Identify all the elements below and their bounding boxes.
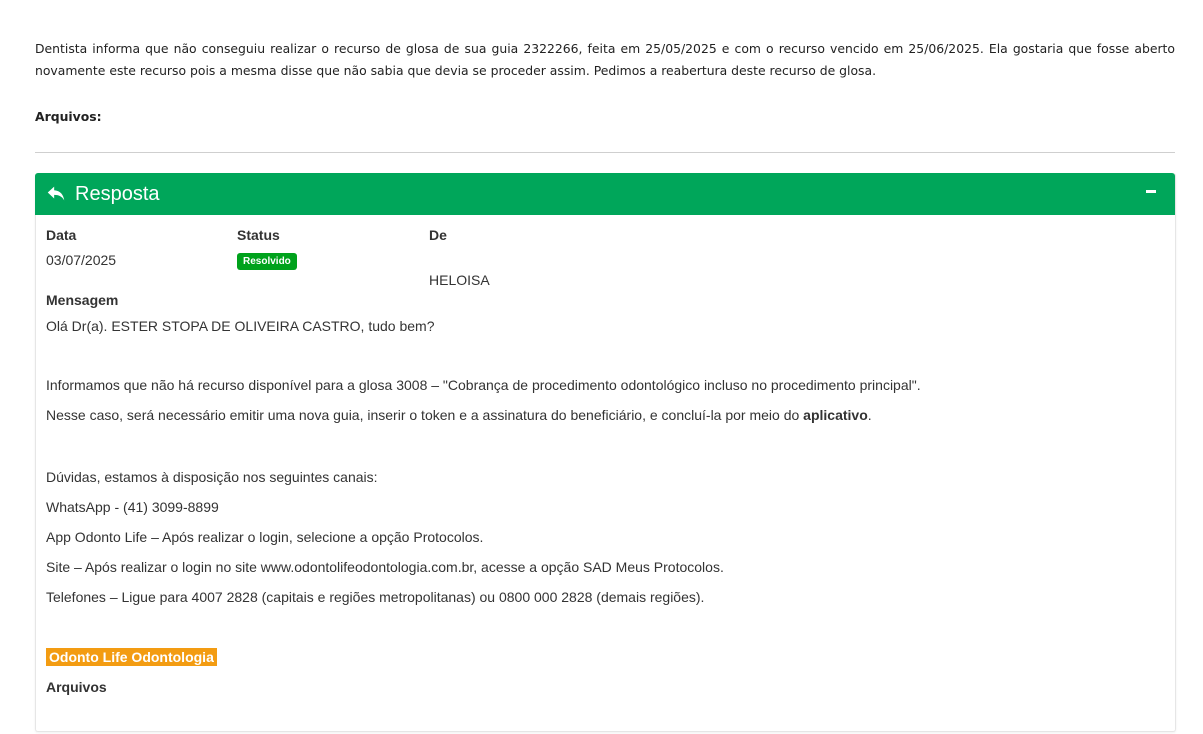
reply-icon <box>45 182 67 204</box>
message-line-2-bold: aplicativo <box>803 407 868 423</box>
date-label: Data <box>46 227 77 243</box>
message-greeting: Olá Dr(a). ESTER STOPA DE OLIVEIRA CASTRO, tudo bem? <box>46 318 435 334</box>
status-badge: Resolvido <box>237 253 297 270</box>
response-panel-header <box>35 173 1175 215</box>
message-line-2 <box>46 407 872 423</box>
date-value: 03/07/2025 <box>46 252 117 268</box>
signature-tag: Odonto Life Odontologia <box>46 648 217 666</box>
channels-intro: Dúvidas, estamos à disposição nos seguintes canais: <box>46 469 378 485</box>
collapse-button[interactable] <box>1141 181 1161 203</box>
channel-app: App Odonto Life – Após realizar o login, selecione a opção Protocolos. <box>46 529 484 545</box>
minus-icon <box>1146 190 1156 193</box>
message-line-1: Informamos que não há recurso disponível para a glosa 3008 – "Cobrança de procedimento odontológico incluso no procedimento principal". <box>46 377 921 393</box>
channel-whatsapp: WhatsApp - (41) 3099-8899 <box>46 499 219 515</box>
message-line-2-text: Nesse caso, será necessário emitir uma nova guia, inserir o token e a assinatura do beneficiário, e concluí-la por meio do <box>46 407 804 423</box>
message-line-2-end: . <box>867 407 872 423</box>
request-description: Dentista informa que não conseguiu realizar o recurso de glosa de sua guia 2322266, feita em 25/05/2025 e com o recurso vencido em 25/06/2025. Ela gostaria que fosse aberto novamente este recurso pois a mesma disse que não sabia que devia se proceder assim. Pedimos a reabertura deste recurso de glosa. <box>35 41 1175 78</box>
from-value: HELOISA <box>429 272 490 288</box>
message-label: Mensagem <box>46 292 119 308</box>
divider <box>35 152 1175 153</box>
request-files-label: Arquivos: <box>35 109 102 124</box>
from-label: De <box>429 227 447 243</box>
response-files-label: Arquivos <box>46 679 107 695</box>
channel-site: Site – Após realizar o login no site www.odontolifeodontologia.com.br, acesse a opção SAD Meus Protocolos. <box>46 559 724 575</box>
panel-title: Resposta <box>75 183 160 205</box>
channel-phones: Telefones – Ligue para 4007 2828 (capitais e regiões metropolitanas) ou 0800 000 2828 (demais regiões). <box>46 589 705 605</box>
response-panel <box>35 173 1176 732</box>
status-label: Status <box>237 227 280 243</box>
